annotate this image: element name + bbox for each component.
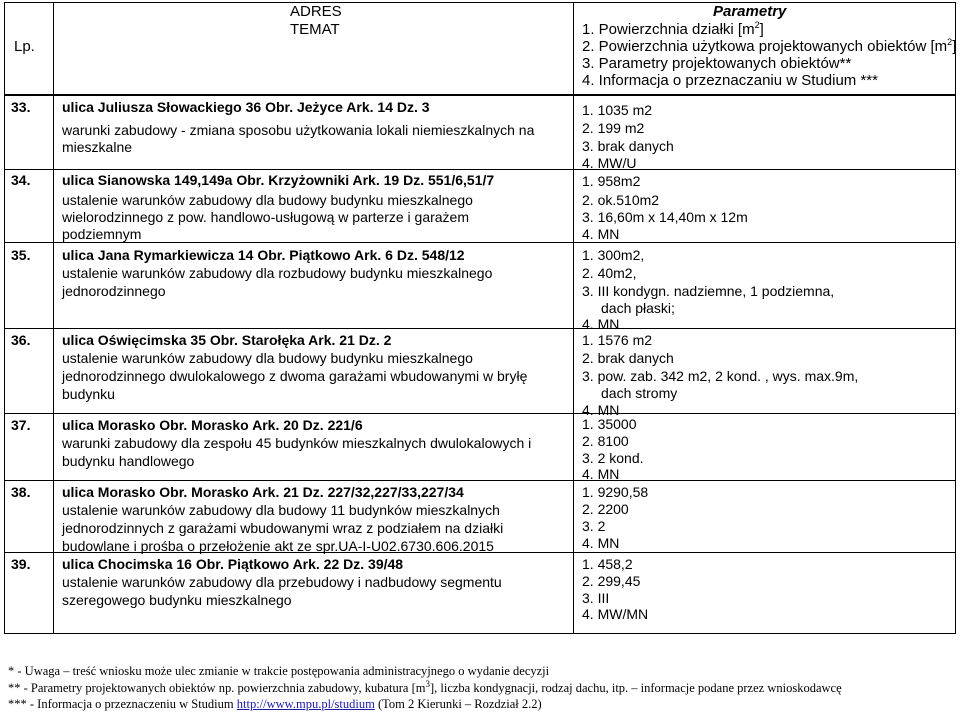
header-param-2 — [582, 38, 956, 55]
row-address: ulica Juliusza Słowackiego 36 Obr. Jeżyce Ark. 14 Dz. 3 — [62, 99, 430, 115]
table-right-border — [955, 2, 956, 634]
row-topic-line: ustalenie warunków zabudowy dla budowy 11 budynków mieszkalnych — [62, 502, 500, 518]
row-address: ulica Morasko Obr. Morasko Ark. 20 Dz. 221/6 — [62, 417, 363, 433]
row-address: ulica Morasko Obr. Morasko Ark. 21 Dz. 227/32,227/33,227/34 — [62, 484, 464, 500]
row-lp: 35. — [11, 247, 31, 263]
row-lp: 38. — [11, 484, 31, 500]
row-lp: 36. — [11, 332, 31, 348]
row-topic-line: warunki zabudowy dla zespołu 45 budynków mieszkalnych dwulokalowych i — [62, 435, 532, 451]
header-param-3: 3. Parametry projektowanych obiektów** — [582, 55, 852, 72]
header-param-2-sup: 2 — [947, 37, 953, 47]
column-divider-params — [573, 2, 574, 634]
row-param: 2. ok.510m2 — [582, 192, 660, 208]
row-param: 4. MW/U — [582, 155, 637, 171]
row-param: 3. brak danych — [582, 138, 674, 154]
row-param: 1. 458,2 — [582, 556, 633, 572]
row-param: 2. 199 m2 — [582, 120, 645, 136]
row-topic-line: ustalenie warunków zabudowy dla budowy budynku mieszkalnego — [62, 350, 473, 366]
row-param: 3. 2 — [582, 518, 606, 534]
column-divider-lp — [53, 2, 54, 634]
row-divider — [4, 328, 956, 329]
row-divider — [4, 480, 956, 481]
row-topic-line: warunki zabudowy - zmiana sposobu użytkowania lokali niemieszkalnych na — [62, 122, 535, 138]
row-param: 1. 1035 m2 — [582, 102, 653, 118]
row-param: 3. 2 kond. — [582, 450, 644, 466]
row-address: ulica Jana Rymarkiewicza 14 Obr. Piątkowo Ark. 6 Dz. 548/12 — [62, 247, 465, 263]
row-topic-line: budowlane i prośba o przełożenie akt ze spr.UA-I-U02.6730.606.2015 — [62, 538, 494, 554]
row-param: 3. III — [582, 590, 610, 606]
row-param: 3. 16,60m x 14,40m x 12m — [582, 209, 748, 225]
table-top-border — [4, 2, 956, 3]
row-param: 2. brak danych — [582, 350, 674, 366]
row-topic-line: ustalenie warunków zabudowy dla rozbudowy budynku mieszkalnego — [62, 265, 493, 281]
row-topic-line: jednorodzinnych z garażami wbudowanymi wraz z podziałem na działki — [62, 520, 504, 536]
header-adres: ADRES — [290, 3, 342, 20]
footnote-2-sup: 3 — [425, 678, 430, 689]
studium-link[interactable]: http://www.mpu.pl/studium — [236, 697, 375, 711]
row-param: 4. MN — [582, 316, 620, 332]
footnote-2-text-a: ** - Parametry projektowanych obiektów np. powierzchnia zabudowy, kubatura [m — [8, 681, 426, 695]
row-param: dach stromy — [601, 385, 678, 401]
footnote-3-text-a: *** - Informacja o przeznaczeniu w Studium — [8, 697, 237, 711]
row-param: 3. pow. zab. 342 m2, 2 kond. , wys. max.9m, — [582, 368, 859, 384]
row-lp: 37. — [11, 417, 31, 433]
row-divider — [4, 413, 956, 414]
row-topic-line: podziemnym — [62, 226, 142, 242]
footnote-3 — [8, 697, 542, 712]
row-topic-line: szeregowego budynku mieszkalnego — [62, 592, 292, 608]
row-param: 4. MN — [582, 466, 620, 482]
row-param: 2. 299,45 — [582, 573, 641, 589]
footnote-2 — [8, 678, 842, 696]
header-param-1-sup: 2 — [754, 20, 760, 30]
header-param-4: 4. Informacja o przeznaczaniu w Studium *** — [582, 72, 878, 89]
row-param: 2. 2200 — [582, 501, 629, 517]
row-param: 3. III kondygn. nadziemne, 1 podziemna, — [582, 283, 835, 299]
footnote-3-text-b: (Tom 2 Kierunki – Rozdział 2.2) — [374, 697, 542, 711]
row-param: 2. 8100 — [582, 433, 629, 449]
row-param: 1. 1576 m2 — [582, 332, 653, 348]
header-param-2-end: ] — [952, 38, 957, 55]
row-address: ulica Oświęcimska 35 Obr. Starołęka Ark. 21 Dz. 2 — [62, 332, 392, 348]
row-param: 2. 40m2, — [582, 265, 637, 281]
table-bottom-border — [4, 633, 956, 634]
row-param: 4. MN — [582, 535, 620, 551]
header-param-1 — [582, 21, 764, 38]
row-param: 1. 9290,58 — [582, 484, 649, 500]
table-left-border — [4, 2, 5, 634]
header-param-1-end: ] — [759, 21, 764, 38]
row-address: ulica Sianowska 149,149a Obr. Krzyżowniki Ark. 19 Dz. 551/6,51/7 — [62, 172, 495, 188]
row-divider — [4, 169, 956, 170]
row-param: 1. 35000 — [582, 416, 637, 432]
row-lp: 34. — [11, 172, 31, 188]
row-topic-line: budynku handlowego — [62, 453, 195, 469]
row-topic-line: wielorodzinnego z pow. handlowo-usługową w parterze i garażem — [62, 209, 470, 225]
row-param: 4. MN — [582, 226, 620, 242]
row-topic-line: ustalenie warunków zabudowy dla budowy budynku mieszkalnego — [62, 192, 473, 208]
row-topic-line: budynku — [62, 386, 115, 402]
row-divider — [4, 242, 956, 243]
row-lp: 39. — [11, 556, 31, 572]
row-topic-line: ustalenie warunków zabudowy dla przebudowy i nadbudowy segmentu — [62, 574, 502, 590]
row-param: 1. 300m2, — [582, 247, 645, 263]
header-temat: TEMAT — [290, 21, 340, 38]
header-param-1-text: 1. Powierzchnia działki [m — [582, 21, 755, 38]
footnote-2-text-b: ], liczba kondygnacji, rodzaj dachu, itp. – informacje podane przez wnioskodawcę — [429, 681, 842, 695]
header-bottom-border — [4, 94, 956, 96]
header-param-2-text: 2. Powierzchnia użytkowa projektowanych obiektów [m — [582, 38, 948, 55]
row-lp: 33. — [11, 99, 31, 115]
row-address: ulica Chocimska 16 Obr. Piątkowo Ark. 22 Dz. 39/48 — [62, 556, 404, 572]
row-topic-line: jednorodzinnego dwulokalowego z dwoma garażami wbudowanymi w bryłę — [62, 368, 528, 384]
row-param: 1. 958m2 — [582, 173, 641, 189]
row-param: 4. MW/MN — [582, 606, 649, 622]
row-param: 4. MN — [582, 402, 620, 418]
footnote-1: * - Uwaga – treść wniosku może ulec zmianie w trakcie postępowania administracyjnego o wydanie decyzji — [8, 664, 550, 678]
row-topic-line: jednorodzinnego — [62, 283, 166, 299]
header-lp: Lp. — [14, 38, 35, 55]
row-param: dach płaski; — [601, 300, 675, 316]
row-topic-line: mieszkalne — [62, 139, 133, 155]
header-parametry-title: Parametry — [713, 3, 787, 20]
